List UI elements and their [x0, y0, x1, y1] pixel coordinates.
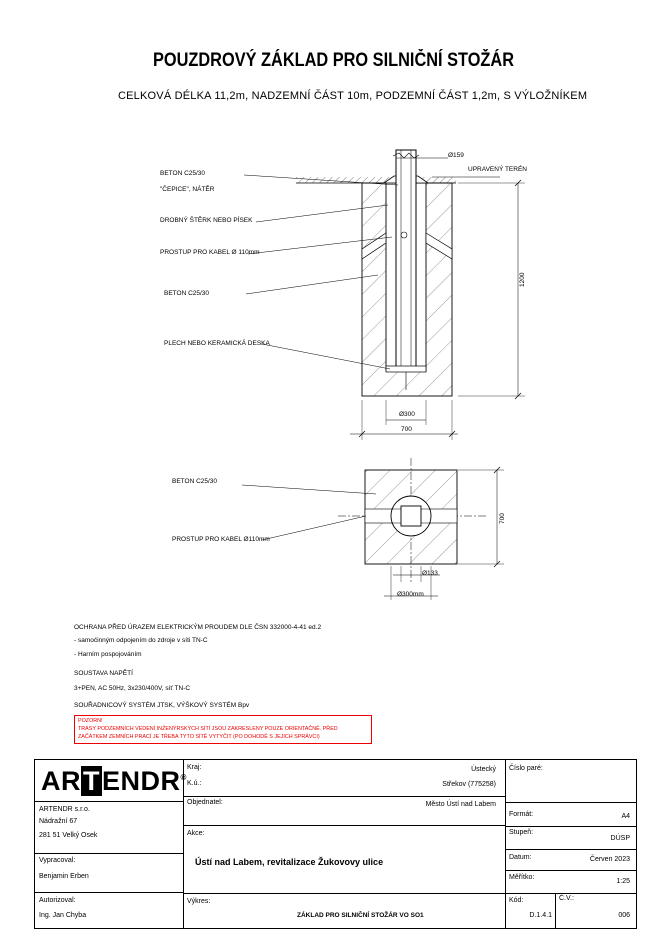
- note-souradnice: SOUŘADNICOVÝ SYSTÉM JTSK, VÝŠKOVÝ SYSTÉM Bpv: [74, 702, 250, 709]
- ku-label: K.ú.:: [187, 780, 202, 787]
- vypracoval-value: Benjamin Erben: [39, 873, 89, 880]
- note-ochrana-item2: - Harním pospojováním: [74, 651, 142, 658]
- label-sterk: DROBNÝ ŠTĚRK NEBO PÍSEK: [160, 217, 253, 224]
- plan-label-prostup: PROSTUP PRO KABEL Ø110mm: [172, 536, 270, 543]
- vykres-label: Výkres:: [187, 898, 211, 905]
- format-value: A4: [621, 813, 630, 820]
- plan-dim-d133: Ø133: [422, 570, 438, 577]
- dim-d300: Ø300: [399, 411, 415, 418]
- drawing-subtitle: CELKOVÁ DÉLKA 11,2m, NADZEMNÍ ČÁST 10m, PODZEMNÍ ČÁST 1,2m, S VÝLOŽNÍKEM: [118, 90, 588, 102]
- plan-view: [242, 458, 504, 600]
- objednatel-label: Objednatel:: [187, 799, 223, 806]
- kod-label: Kód:: [509, 897, 524, 904]
- kod-value: D.1.4.1: [529, 912, 552, 919]
- label-beton-cepice: BETON C25/30: [160, 170, 206, 177]
- title-block: [34, 759, 637, 929]
- cv-label: Č.V.:: [559, 895, 574, 902]
- meritko-value: 1:25: [616, 878, 630, 885]
- note-soustava-title: SOUSTAVA NAPĚTÍ: [74, 670, 133, 677]
- plan-pole: [401, 506, 421, 526]
- meritko-label: Měřítko:: [509, 874, 535, 881]
- label-plech: PLECH NEBO KERAMICKÁ DESKA: [164, 340, 270, 347]
- note-ochrana-item1: - samočinným odpojením do zdroje v síti TN-C: [74, 637, 208, 644]
- stupen-value: DÚSP: [610, 835, 630, 842]
- label-beton-body: BETON C25/30: [164, 290, 210, 297]
- note-soustava-value: 3+PEN, AC 50Hz, 3x230/400V, síť TN-C: [74, 685, 191, 692]
- company-city: 281 51 Velký Osek: [39, 832, 98, 839]
- cv-value: 006: [618, 912, 630, 919]
- label-cepice: "ČEPICE", NÁTĚR: [160, 186, 215, 193]
- vypracoval-label: Vypracoval:: [39, 857, 76, 864]
- vykres-value: ZÁKLAD PRO SILNIČNÍ STOŽÁR VO SO1: [297, 912, 424, 919]
- warning-box: [74, 715, 372, 744]
- base-plate: [386, 366, 426, 372]
- dim-700: 700: [401, 426, 412, 433]
- section-view: [244, 150, 525, 440]
- pole: [396, 150, 416, 370]
- plan-dim-700: 700: [499, 513, 506, 524]
- company-street: Nádražní 67: [39, 818, 78, 825]
- stupen-label: Stupeň:: [509, 829, 534, 836]
- plan-label-beton: BETON C25/30: [172, 478, 218, 485]
- format-label: Formát:: [509, 811, 534, 818]
- company-name: ARTENDR s.r.o.: [39, 806, 90, 813]
- warning-line1: TRASY PODZEMNÍCH VEDENÍ INŽENÝRSKÝCH SÍTÍ JSOU ZAKRESLENY POUZE ORIENTAČNĚ. PŘED: [78, 725, 338, 732]
- datum-label: Datum:: [509, 854, 532, 861]
- autorizoval-value: Ing. Jan Chyba: [39, 912, 87, 919]
- warning-title: POZORN!: [78, 718, 103, 724]
- akce-label: Akce:: [187, 830, 205, 837]
- dim-d159: Ø159: [448, 152, 464, 159]
- akce-value: Ústí nad Labem, revitalizace Žukovovy ulice: [195, 857, 384, 867]
- label-upraveny-teren: UPRAVENÝ TERÉN: [468, 166, 527, 173]
- cislo-pare-label: Číslo paré:: [509, 765, 543, 772]
- drawing-title: POUZDROVÝ ZÁKLAD PRO SILNIČNÍ STOŽÁR: [152, 50, 515, 71]
- ku-value: Střekov (775258): [442, 781, 496, 788]
- artendr-logo: ARTENDR®: [41, 766, 187, 796]
- datum-value: Červen 2023: [589, 856, 630, 863]
- dim-1200: 1200: [519, 272, 526, 287]
- plan-dim-d300: Ø300mm: [397, 591, 424, 598]
- kraj-label: Kraj:: [187, 764, 202, 771]
- kraj-value: Ústecký: [471, 766, 496, 773]
- objednatel-value: Město Ústí nad Labem: [425, 801, 496, 808]
- label-prostup: PROSTUP PRO KABEL Ø 110mm: [160, 249, 260, 256]
- warning-line2: ZAČÁTKEM ZEMNÍCH PRACÍ JE TŘEBA TYTO SÍTĚ VYTYČIT (PO DOHODĚ S JEJICH SPRÁVCI): [78, 733, 320, 740]
- note-ochrana: OCHRANA PŘED ÚRAZEM ELEKTRICKÝM PROUDEM DLE ČSN 332000-4-41 ed.2: [74, 624, 322, 631]
- autorizoval-label: Autorizoval:: [39, 897, 76, 904]
